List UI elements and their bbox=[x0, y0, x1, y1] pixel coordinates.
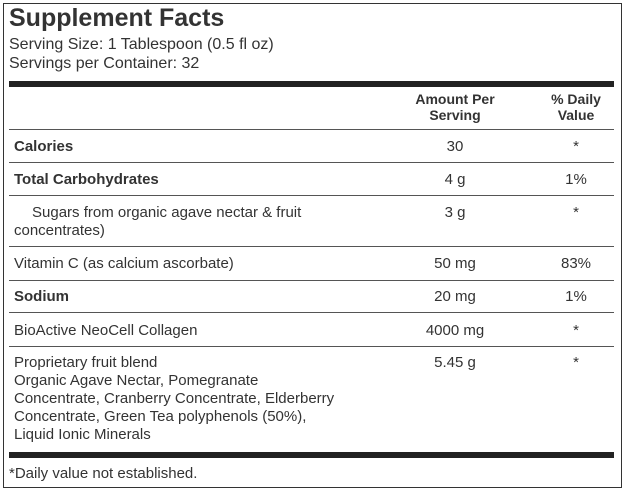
row-sodium-dv: 1% bbox=[565, 288, 587, 305]
row-carbs-amount: 4 g bbox=[444, 171, 466, 188]
row-collagen-dv: * bbox=[573, 322, 579, 339]
amount-header-line1: Amount Per bbox=[415, 91, 495, 107]
footnote: *Daily value not established. bbox=[9, 465, 198, 482]
amount-header-line2: Serving bbox=[429, 107, 481, 123]
divider bbox=[9, 246, 614, 247]
row-carbs-label: Total Carbohydrates bbox=[14, 171, 159, 188]
row-blend-label: Proprietary fruit blend bbox=[14, 354, 158, 371]
row-sugars-label-line2: concentrates) bbox=[14, 222, 105, 239]
row-sugars-label-line1: Sugars from organic agave nectar & fruit bbox=[32, 204, 302, 221]
bottom-thick-rule bbox=[9, 452, 614, 458]
row-blend-ingredients-line4: Liquid Ionic Minerals bbox=[14, 426, 151, 443]
divider bbox=[9, 129, 614, 130]
divider bbox=[9, 195, 614, 196]
divider bbox=[9, 346, 614, 347]
row-carbs-dv: 1% bbox=[565, 171, 587, 188]
divider bbox=[9, 162, 614, 163]
row-blend-ingredients-line3: Concentrate, Green Tea polyphenols (50%), bbox=[14, 408, 307, 425]
row-blend-ingredients-line2: Concentrate, Cranberry Concentrate, Elderberry bbox=[14, 390, 335, 407]
serving-size: Serving Size: 1 Tablespoon (0.5 fl oz) bbox=[9, 36, 274, 53]
row-calories-dv: * bbox=[573, 138, 579, 155]
dv-header-line2: Value bbox=[557, 107, 595, 123]
row-sodium-amount: 20 mg bbox=[434, 288, 476, 305]
row-calories-amount: 30 bbox=[446, 138, 464, 155]
panel-title: Supplement Facts bbox=[9, 4, 225, 32]
row-collagen-amount: 4000 mg bbox=[425, 322, 485, 339]
row-collagen-label: BioActive NeoCell Collagen bbox=[14, 322, 198, 339]
top-thick-rule bbox=[9, 81, 614, 87]
divider bbox=[9, 312, 614, 313]
row-vitamin-c-amount: 50 mg bbox=[434, 255, 476, 272]
servings-per-container: Servings per Container: 32 bbox=[9, 55, 200, 72]
row-vitamin-c-label: Vitamin C (as calcium ascorbate) bbox=[14, 255, 234, 272]
dv-header-line1: % Daily bbox=[551, 91, 601, 107]
row-vitamin-c-dv: 83% bbox=[560, 255, 592, 272]
row-sodium-label: Sodium bbox=[14, 288, 69, 305]
row-sugars-dv: * bbox=[573, 204, 579, 221]
row-blend-dv: * bbox=[573, 354, 579, 371]
row-blend-ingredients-line1: Organic Agave Nectar, Pomegranate bbox=[14, 372, 259, 389]
divider bbox=[9, 280, 614, 281]
row-calories-label: Calories bbox=[14, 138, 74, 155]
row-sugars-amount: 3 g bbox=[444, 204, 466, 221]
row-blend-amount: 5.45 g bbox=[434, 354, 476, 371]
